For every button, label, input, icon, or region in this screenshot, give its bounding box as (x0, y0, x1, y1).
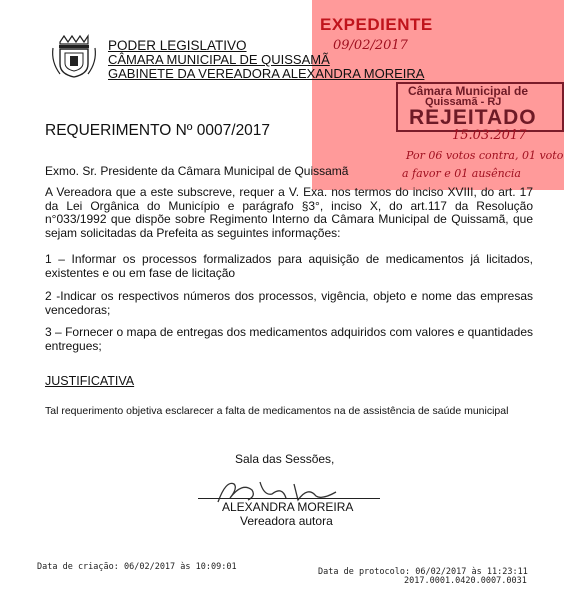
expediente-stamp: EXPEDIENTE (320, 15, 433, 34)
stamp-chamber-line1: Câmara Municipal de (408, 84, 529, 98)
signer-role: Vereadora autora (240, 514, 333, 528)
header-line-3: GABINETE DA VEREADORA ALEXANDRA MOREIRA (108, 66, 425, 81)
expediente-date: 09/02/2017 (333, 38, 408, 53)
stamp-chamber-line2: Quissamã - RJ (425, 96, 502, 108)
request-item-3: 3 – Fornecer o mapa de entregas dos medicamentos adquiridos com valores e quantidades entregues; (45, 325, 533, 353)
salutation: Exmo. Sr. Presidente da Câmara Municipal de Quissamã (45, 164, 349, 178)
header-line-2: CÂMARA MUNICIPAL DE QUISSAMÃ (108, 52, 330, 67)
protocol-number: 2017.0001.0420.0007.0031 (404, 576, 527, 586)
justification-heading: JUSTIFICATIVA (45, 374, 135, 388)
justification-text: Tal requerimento objetiva esclarecer a falta de medicamentos na de assistência de saúde municipal (45, 405, 509, 417)
creation-date: Data de criação: 06/02/2017 às 10:09:01 (37, 562, 237, 572)
request-item-1: 1 – Informar os processos formalizados para aquisição de medicamentos já licitados, existentes e ou em fase de licitação (45, 252, 533, 280)
closing-line: Sala das Sessões, (235, 452, 335, 466)
request-item-2: 2 -Indicar os respectivos números dos processos, vigência, objeto e nome das empresas vencedoras; (45, 289, 533, 317)
vote-note-line1: Por 06 votos contra, 01 voto (406, 149, 564, 162)
protocol-date: Data de protocolo: 06/02/2017 às 11:23:11 (318, 567, 528, 577)
status-rejected: REJEITADO (409, 106, 537, 129)
rejection-date: 15.03.2017 (452, 128, 527, 143)
signature-line (198, 498, 380, 499)
header-line-1: PODER LEGISLATIVO (108, 38, 247, 53)
document-title: REQUERIMENTO Nº 0007/2017 (45, 122, 271, 139)
coat-of-arms-icon (50, 34, 98, 78)
intro-paragraph: A Vereadora que a este subscreve, requer a V. Exa. nos termos do inciso XVIII, do art. 17 da Lei Orgânica do Município e parágrafo §3°, inciso X, do art.117 da Resolução n°033/1992 que dispõe sobre Regimento Interno da Câmara Municipal de Quissamã, que sejam solicitadas da Prefeita as seguintes informações: (45, 185, 533, 240)
vote-note-line2: a favor e 01 ausência (402, 167, 521, 180)
signer-name: ALEXANDRA MOREIRA (222, 500, 354, 514)
